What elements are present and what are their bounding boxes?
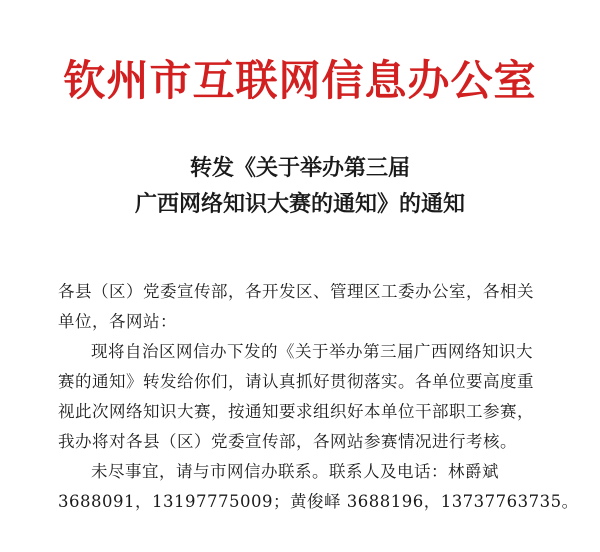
body-line-contact-1: 未尽事宜，请与市网信办联系。联系人及电话：林爵斌 [91,462,499,481]
body-line-paragraph-3: 视此次网络知识大赛，按通知要求组织好本单位干部职工参赛， [58,402,534,421]
body-line-salutation-1: 各县（区）党委宣传部，各开发区、管理区工委办公室，各相关 [58,282,534,301]
title-line-2: 广西网络知识大赛的通知》的通知 [134,191,465,217]
document-title [0,150,600,222]
body-line-paragraph-1: 现将自治区网信办下发的《关于举办第三届广西网络知识大 [91,342,533,361]
body-line-paragraph-2: 赛的通知》转发给你们，请认真抓好贯彻落实。各单位要高度重 [58,372,534,391]
title-line-1: 转发《关于举办第三届 [189,155,410,181]
document-body [58,277,579,517]
body-line-paragraph-4: 我办将对各县（区）党委宣传部，各网站参赛情况进行考核。 [58,432,517,451]
organization-header: 钦州市互联网信息办公室 [63,56,537,105]
body-line-contact-2: 3688091，13197775009；黄俊峄 3688196，13737763735。 [58,492,579,511]
body-line-salutation-2: 单位，各网站： [58,312,177,331]
